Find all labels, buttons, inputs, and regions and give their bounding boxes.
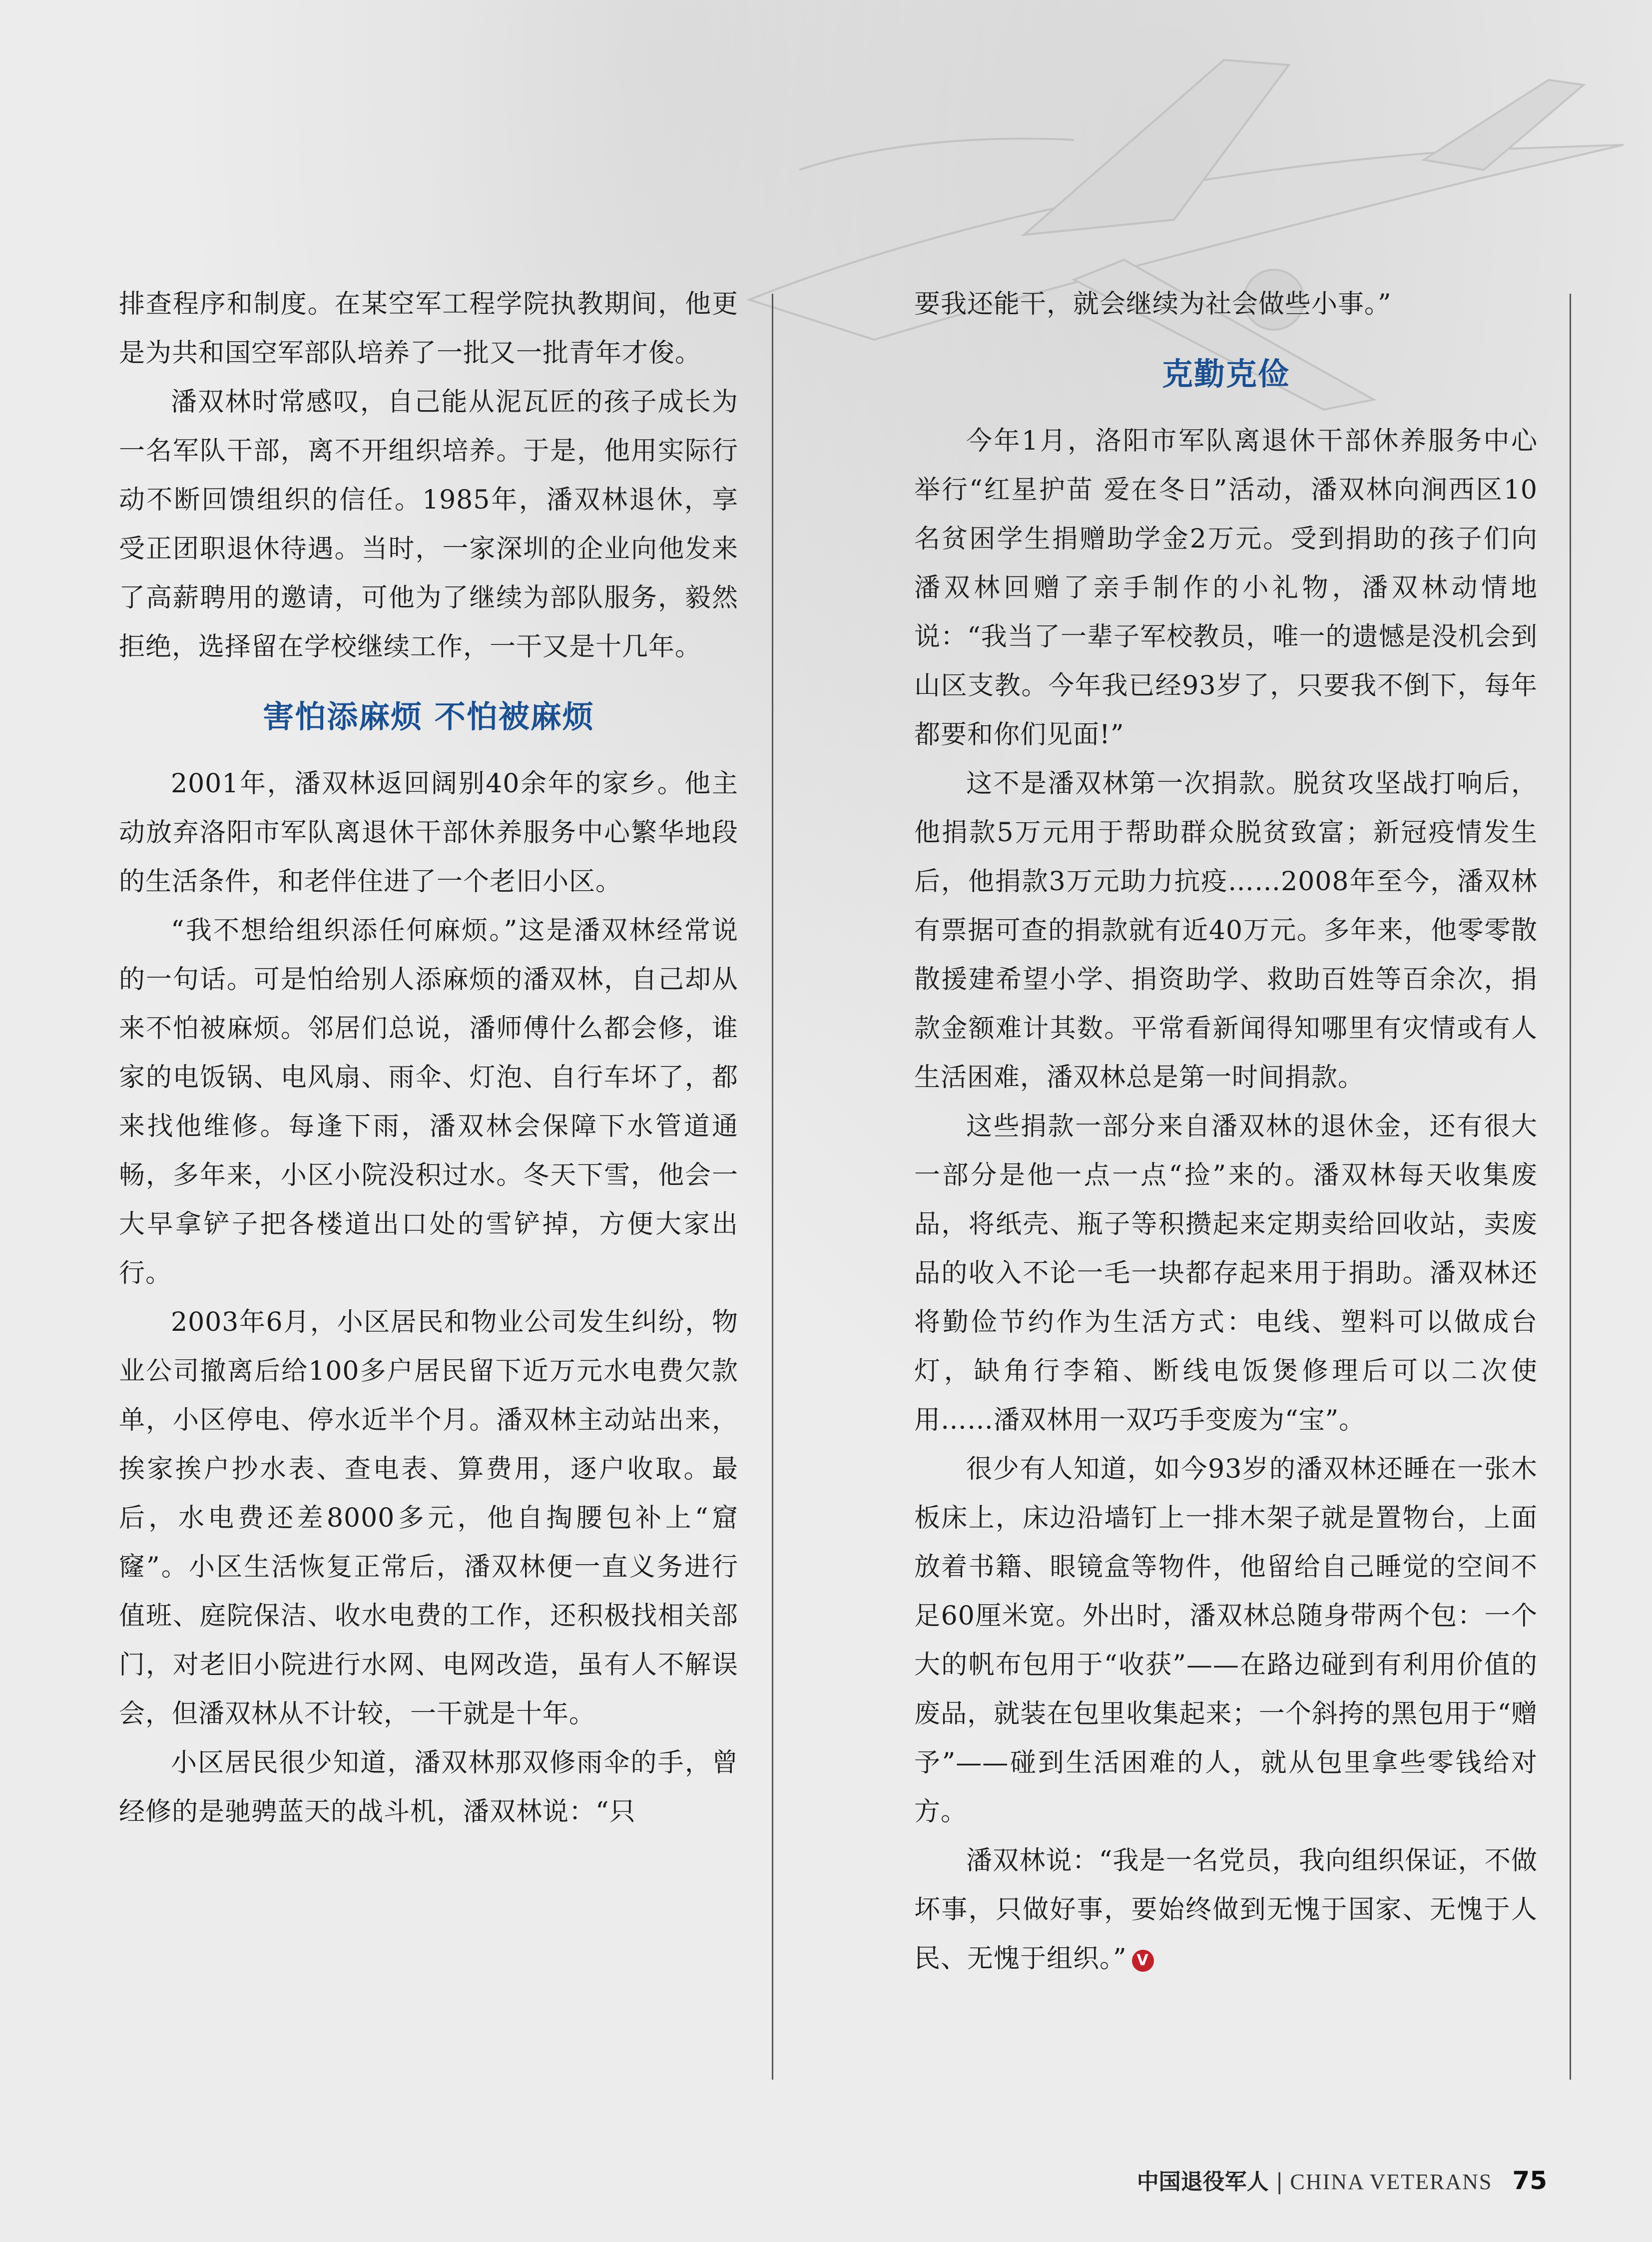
paragraph: “我不想给组织添任何麻烦。”这是潘双林经常说的一句话。可是怕给别人添麻烦的潘双林，自己却从来不怕被麻烦。邻居们总说，潘师傅什么都会修，谁家的电饭锅、电风扇、雨伞、灯泡、自行车坏了，都来找他维修。每逢下雨，潘双林会保障下水管道通畅，多年来，小区小院没积过水。冬天下雪，他会一大早拿铲子把各楼道出口处的雪铲掉，方便大家出行。 bbox=[119, 916, 738, 1288]
magazine-english-name: CHINA VETERANS bbox=[1290, 2170, 1493, 2194]
page-number: 75 bbox=[1512, 2166, 1547, 2195]
paragraph: 要我还能干，就会继续为社会做些小事。” bbox=[914, 289, 1392, 319]
paragraph: 这些捐款一部分来自潘双林的退休金，还有很大一部分是他一点一点“捡”来的。潘双林每天收集废品，将纸壳、瓶子等积攒起来定期卖给回收站，卖废品的收入不论一毛一块都存起来用于捐助。潘双林还将勤俭节约作为生活方式：电线、塑料可以做成台灯，缺角行李箱、断线电饭煲修理后可以二次使用……潘双林用一双巧手变废为“宝”。 bbox=[914, 1112, 1538, 1435]
right-column bbox=[914, 280, 1538, 1983]
page-footer bbox=[1137, 2166, 1547, 2196]
paragraph bbox=[914, 1836, 1538, 1983]
magazine-name: 中国退役军人 bbox=[1136, 2169, 1269, 2195]
end-mark-icon: V bbox=[1132, 1950, 1154, 1972]
footer-separator: | bbox=[1275, 2169, 1283, 2195]
paragraph: 潘双林时常感叹，自己能从泥瓦匠的孩子成长为一名军队干部，离不开组织培养。于是，他用实际行动不断回馈组织的信任。1985年，潘双林退休，享受正团职退休待遇。当时，一家深圳的企业向他发来了高薪聘用的邀请，可他为了继续为部队服务，毅然拒绝，选择留在学校继续工作，一干又是十几年。 bbox=[119, 387, 738, 662]
paragraph: 排查程序和制度。在某空军工程学院执教期间，他更是为共和国空军部队培养了一批又一批青年才俊。 bbox=[119, 289, 738, 368]
section-heading: 害怕添麻烦 不怕被麻烦 bbox=[263, 698, 594, 735]
left-column bbox=[119, 280, 738, 1836]
paragraph: 今年1月，洛阳市军队离退休干部休养服务中心举行“红星护苗 爱在冬日”活动，潘双林向涧西区10名贫困学生捐赠助学金2万元。受到捐助的孩子们向潘双林回赠了亲手制作的小礼物，潘双林动情地说：“我当了一辈子军校教员，唯一的遗憾是没机会到山区支教。今年我已经93岁了，只要我不倒下，每年都要和你们见面!” bbox=[914, 426, 1538, 750]
paragraph: 很少有人知道，如今93岁的潘双林还睡在一张木板床上，床边沿墙钉上一排木架子就是置物台，上面放着书籍、眼镜盒等物件，他留给自己睡觉的空间不足60厘米宽。外出时，潘双林总随身带两个包：一个大的帆布包用于“收获”——在路边碰到有利用价值的废品，就装在包里收集起来；一个斜挎的黑包用于“赠予”——碰到生活困难的人，就从包里拿些零钱给对方。 bbox=[914, 1454, 1538, 1827]
column-divider-left bbox=[772, 294, 773, 2080]
paragraph: 这不是潘双林第一次捐款。脱贫攻坚战打响后，他捐款5万元用于帮助群众脱贫致富；新冠疫情发生后，他捐款3万元助力抗疫……2008年至今，潘双林有票据可查的捐款就有近40万元。多年来，他零零散散援建希望小学、捐资助学、救助百姓等百余次，捐款金额难计其数。平常看新闻得知哪里有灾情或有人生活困难，潘双林总是第一时间捐款。 bbox=[914, 769, 1538, 1093]
column-divider-right bbox=[1570, 294, 1571, 2080]
paragraph-text: 潘双林说：“我是一名党员，我向组织保证，不做坏事，只做好事，要始终做到无愧于国家、无愧于人民、无愧于组织。” bbox=[914, 1846, 1538, 1974]
paragraph: 2001年，潘双林返回阔别40余年的家乡。他主动放弃洛阳市军队离退休干部休养服务中心繁华地段的生活条件，和老伴住进了一个老旧小区。 bbox=[119, 769, 738, 897]
paragraph: 小区居民很少知道，潘双林那双修雨伞的手，曾经修的是驰骋蓝天的战斗机，潘双林说：“只 bbox=[119, 1748, 738, 1827]
section-heading: 克勤克俭 bbox=[1161, 356, 1290, 392]
paragraph: 2003年6月，小区居民和物业公司发生纠纷，物业公司撤离后给100多户居民留下近万元水电费欠款单，小区停电、停水近半个月。潘双林主动站出来，挨家挨户抄水表、查电表、算费用，逐户收取。最后，水电费还差8000多元，他自掏腰包补上“窟窿”。小区生活恢复正常后，潘双林便一直义务进行值班、庭院保洁、收水电费的工作，还积极找相关部门，对老旧小院进行水网、电网改造，虽有人不解误会，但潘双林从不计较，一干就是十年。 bbox=[119, 1307, 738, 1729]
